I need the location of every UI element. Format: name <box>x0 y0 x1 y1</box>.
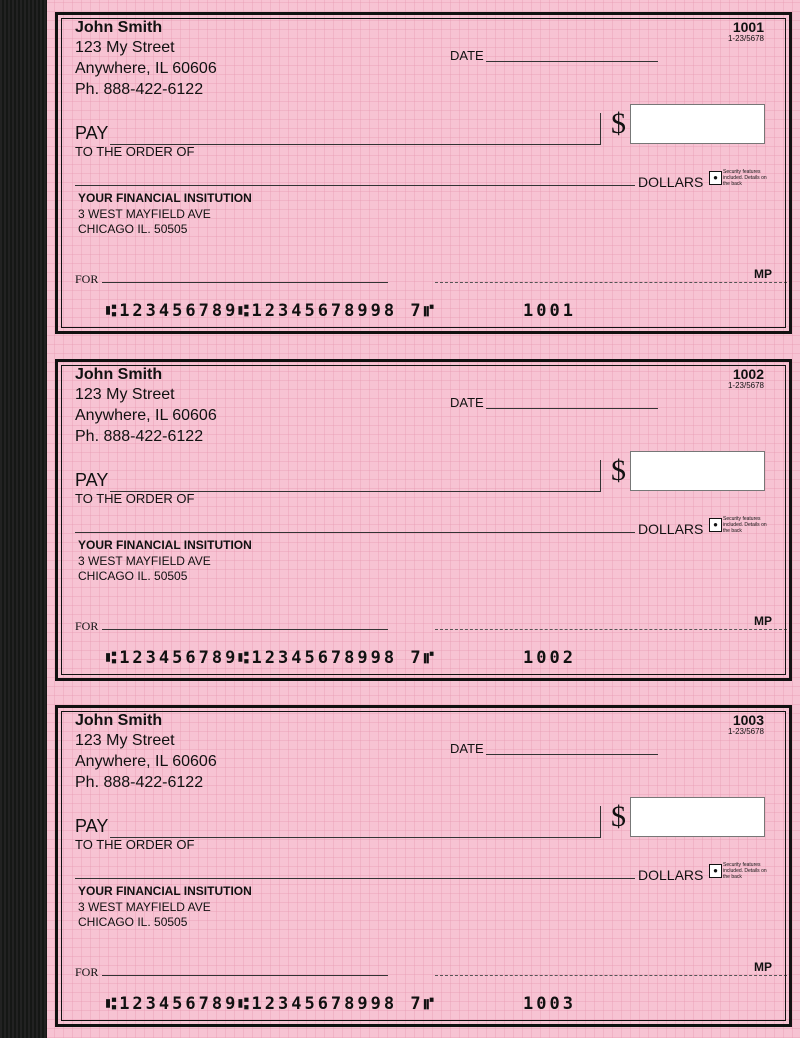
security-note: Security features included. Details on the back <box>723 516 767 534</box>
dollar-sign: $ <box>611 107 626 140</box>
amount-words-field[interactable] <box>75 532 635 533</box>
account-holder-street: 123 My Street <box>75 386 175 403</box>
amount-box[interactable] <box>630 104 765 144</box>
date-label: DATE <box>450 741 484 756</box>
dollars-label: DOLLARS <box>638 867 704 883</box>
binder-strip <box>0 0 47 1038</box>
memo-label: FOR <box>75 965 99 979</box>
account-holder-phone: Ph. 888-422-6122 <box>75 428 204 445</box>
bank-street: 3 WEST MAYFIELD AVE <box>78 207 211 221</box>
account-holder-phone: Ph. 888-422-6122 <box>75 81 204 98</box>
memo-label: FOR <box>75 619 99 633</box>
date-field[interactable] <box>486 61 658 62</box>
micr-line: ⑆123456789⑆12345678998 7⑈ <box>106 301 437 321</box>
micr-check-number: 1002 <box>523 648 576 668</box>
routing-fraction: 1-23/5678 <box>727 34 764 43</box>
micr-line: ⑆123456789⑆12345678998 7⑈ <box>106 994 437 1014</box>
account-holder-street: 123 My Street <box>75 732 175 749</box>
signature-field[interactable] <box>435 975 787 976</box>
micr-check-number: 1003 <box>523 994 576 1014</box>
bank-name: YOUR FINANCIAL INSITUTION <box>78 884 252 898</box>
account-holder-city: Anywhere, IL 60606 <box>75 60 217 77</box>
check-number: 1001 <box>732 19 764 35</box>
account-holder-name: John Smith <box>75 366 163 383</box>
account-holder-city: Anywhere, IL 60606 <box>75 407 217 424</box>
account-holder-city: Anywhere, IL 60606 <box>75 753 217 770</box>
check <box>55 359 792 681</box>
pay-label: PAY <box>75 123 109 143</box>
amount-words-field[interactable] <box>75 878 635 879</box>
pay-label: PAY <box>75 470 109 490</box>
bank-name: YOUR FINANCIAL INSITUTION <box>78 191 252 205</box>
account-holder-name: John Smith <box>75 712 163 729</box>
security-note: Security features included. Details on the back <box>723 862 767 880</box>
amount-box[interactable] <box>630 451 765 491</box>
routing-fraction: 1-23/5678 <box>727 381 764 390</box>
mp-mark: MP <box>754 960 772 974</box>
payee-divider <box>600 806 601 838</box>
bank-city: CHICAGO IL. 50505 <box>78 569 188 583</box>
mp-mark: MP <box>754 267 772 281</box>
date-label: DATE <box>450 395 484 410</box>
check <box>55 705 792 1027</box>
padlock-icon: ● <box>709 864 722 878</box>
order-of-label: TO THE ORDER OF <box>75 837 195 852</box>
account-holder-name: John Smith <box>75 19 163 36</box>
bank-city: CHICAGO IL. 50505 <box>78 222 188 236</box>
order-of-label: TO THE ORDER OF <box>75 144 195 159</box>
padlock-icon: ● <box>709 518 722 532</box>
memo-field[interactable] <box>102 975 388 976</box>
bank-street: 3 WEST MAYFIELD AVE <box>78 554 211 568</box>
signature-field[interactable] <box>435 629 787 630</box>
dollar-sign: $ <box>611 800 626 833</box>
memo-label: FOR <box>75 272 99 286</box>
signature-field[interactable] <box>435 282 787 283</box>
account-holder-phone: Ph. 888-422-6122 <box>75 774 204 791</box>
date-label: DATE <box>450 48 484 63</box>
padlock-icon: ● <box>709 171 722 185</box>
micr-line: ⑆123456789⑆12345678998 7⑈ <box>106 648 437 668</box>
dollars-label: DOLLARS <box>638 174 704 190</box>
check-number: 1002 <box>732 366 764 382</box>
order-of-label: TO THE ORDER OF <box>75 491 195 506</box>
check <box>55 12 792 334</box>
routing-fraction: 1-23/5678 <box>727 727 764 736</box>
date-field[interactable] <box>486 754 658 755</box>
account-holder-street: 123 My Street <box>75 39 175 56</box>
payee-divider <box>600 460 601 492</box>
amount-box[interactable] <box>630 797 765 837</box>
date-field[interactable] <box>486 408 658 409</box>
security-note: Security features included. Details on the back <box>723 169 767 187</box>
dollar-sign: $ <box>611 454 626 487</box>
amount-words-field[interactable] <box>75 185 635 186</box>
check-number: 1003 <box>732 712 764 728</box>
mp-mark: MP <box>754 614 772 628</box>
bank-city: CHICAGO IL. 50505 <box>78 915 188 929</box>
bank-street: 3 WEST MAYFIELD AVE <box>78 900 211 914</box>
pay-label: PAY <box>75 816 109 836</box>
dollars-label: DOLLARS <box>638 521 704 537</box>
memo-field[interactable] <box>102 629 388 630</box>
bank-name: YOUR FINANCIAL INSITUTION <box>78 538 252 552</box>
memo-field[interactable] <box>102 282 388 283</box>
micr-check-number: 1001 <box>523 301 576 321</box>
payee-divider <box>600 113 601 145</box>
